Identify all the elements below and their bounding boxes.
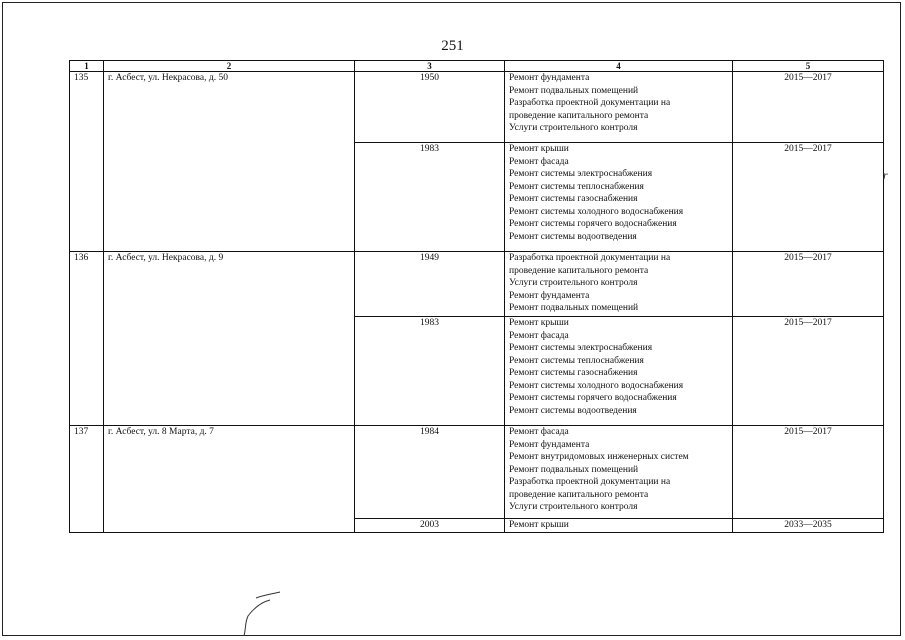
work-item: проведение капитального ремонта	[509, 489, 649, 500]
work-item: Ремонт фасада	[509, 156, 569, 167]
work-item: Разработка проектной документации на	[509, 98, 671, 108]
work-item: Ремонт системы газоснабжения	[509, 194, 638, 204]
work-item: Ремонт системы теплоснабжения	[509, 355, 644, 366]
header-row	[70, 61, 884, 72]
work-item: Ремонт фундамента	[509, 73, 590, 83]
period-cell: 2015—2017	[733, 72, 884, 143]
work-item: Ремонт системы электроснабжения	[509, 343, 653, 353]
column-header-5: 5	[733, 61, 884, 72]
year-cell: 1983	[355, 317, 505, 426]
period-cell: 2033—2035	[733, 519, 884, 533]
column-header-1: 1	[70, 61, 104, 72]
year-cell: 1949	[355, 252, 505, 317]
works-cell	[505, 317, 733, 426]
work-item: Разработка проектной документации на	[509, 253, 671, 263]
work-item: Ремонт подвальных помещений	[509, 85, 639, 96]
page-number: 251	[441, 38, 464, 54]
column-header-4: 4	[505, 61, 733, 72]
period-cell: 2015—2017	[733, 252, 884, 317]
table-row	[70, 252, 884, 317]
work-item: Ремонт системы холодного водоснабжения	[509, 206, 684, 217]
work-item: Ремонт системы теплоснабжения	[509, 181, 644, 192]
works-cell	[505, 519, 733, 533]
work-item: Ремонт системы холодного водоснабжения	[509, 380, 684, 391]
work-item: Ремонт фундамента	[509, 290, 590, 301]
works-cell	[505, 426, 733, 519]
signature-scribble	[236, 588, 286, 638]
work-item: Ремонт системы электроснабжения	[509, 169, 653, 179]
column-header-2: 2	[104, 61, 355, 72]
year-cell: 1950	[355, 72, 505, 143]
address-cell: г. Асбест, ул. 8 Марта, д. 7	[104, 426, 355, 533]
table-row	[70, 72, 884, 143]
work-item: Ремонт крыши	[509, 520, 569, 530]
work-item: Ремонт фасада	[509, 427, 569, 437]
year-cell: 2003	[355, 519, 505, 533]
work-item: Ремонт системы горячего водоснабжения	[509, 219, 677, 229]
column-header-3: 3	[355, 61, 505, 72]
period-cell: 2015—2017	[733, 143, 884, 252]
period-cell: 2015—2017	[733, 426, 884, 519]
work-item: Ремонт крыши	[509, 318, 569, 328]
period-cell: 2015—2017	[733, 317, 884, 426]
year-cell: 1983	[355, 143, 505, 252]
address-cell: г. Асбест, ул. Некрасова, д. 50	[104, 72, 355, 252]
work-item: Ремонт подвальных помещений	[509, 303, 639, 313]
works-cell	[505, 252, 733, 317]
works-cell	[505, 143, 733, 252]
work-item: Ремонт системы водоотведения	[509, 231, 637, 242]
work-item: Услуги строительного контроля	[509, 502, 638, 512]
row-number: 136	[70, 252, 104, 426]
work-item: Услуги строительного контроля	[509, 123, 638, 133]
work-item: проведение капитального ремонта	[509, 265, 649, 276]
work-item: Ремонт фасада	[509, 330, 569, 341]
work-item: Ремонт системы газоснабжения	[509, 368, 638, 378]
work-item: Ремонт подвальных помещений	[509, 464, 639, 475]
work-item: Ремонт фундамента	[509, 439, 590, 450]
works-cell	[505, 72, 733, 143]
row-number: 135	[70, 72, 104, 252]
table-row	[70, 426, 884, 519]
work-item: Ремонт крыши	[509, 144, 569, 154]
work-item: проведение капитального ремонта	[509, 110, 649, 121]
work-item: Ремонт системы водоотведения	[509, 405, 637, 416]
work-item: Ремонт системы горячего водоснабжения	[509, 393, 677, 403]
address-cell: г. Асбест, ул. Некрасова, д. 9	[104, 252, 355, 426]
row-number: 137	[70, 426, 104, 533]
margin-mark: r	[883, 168, 888, 182]
work-item: Разработка проектной документации на	[509, 477, 671, 487]
repair-schedule-table	[69, 60, 884, 533]
year-cell: 1984	[355, 426, 505, 519]
work-item: Услуги строительного контроля	[509, 278, 638, 288]
work-item: Ремонт внутридомовых инженерных систем	[509, 452, 689, 462]
